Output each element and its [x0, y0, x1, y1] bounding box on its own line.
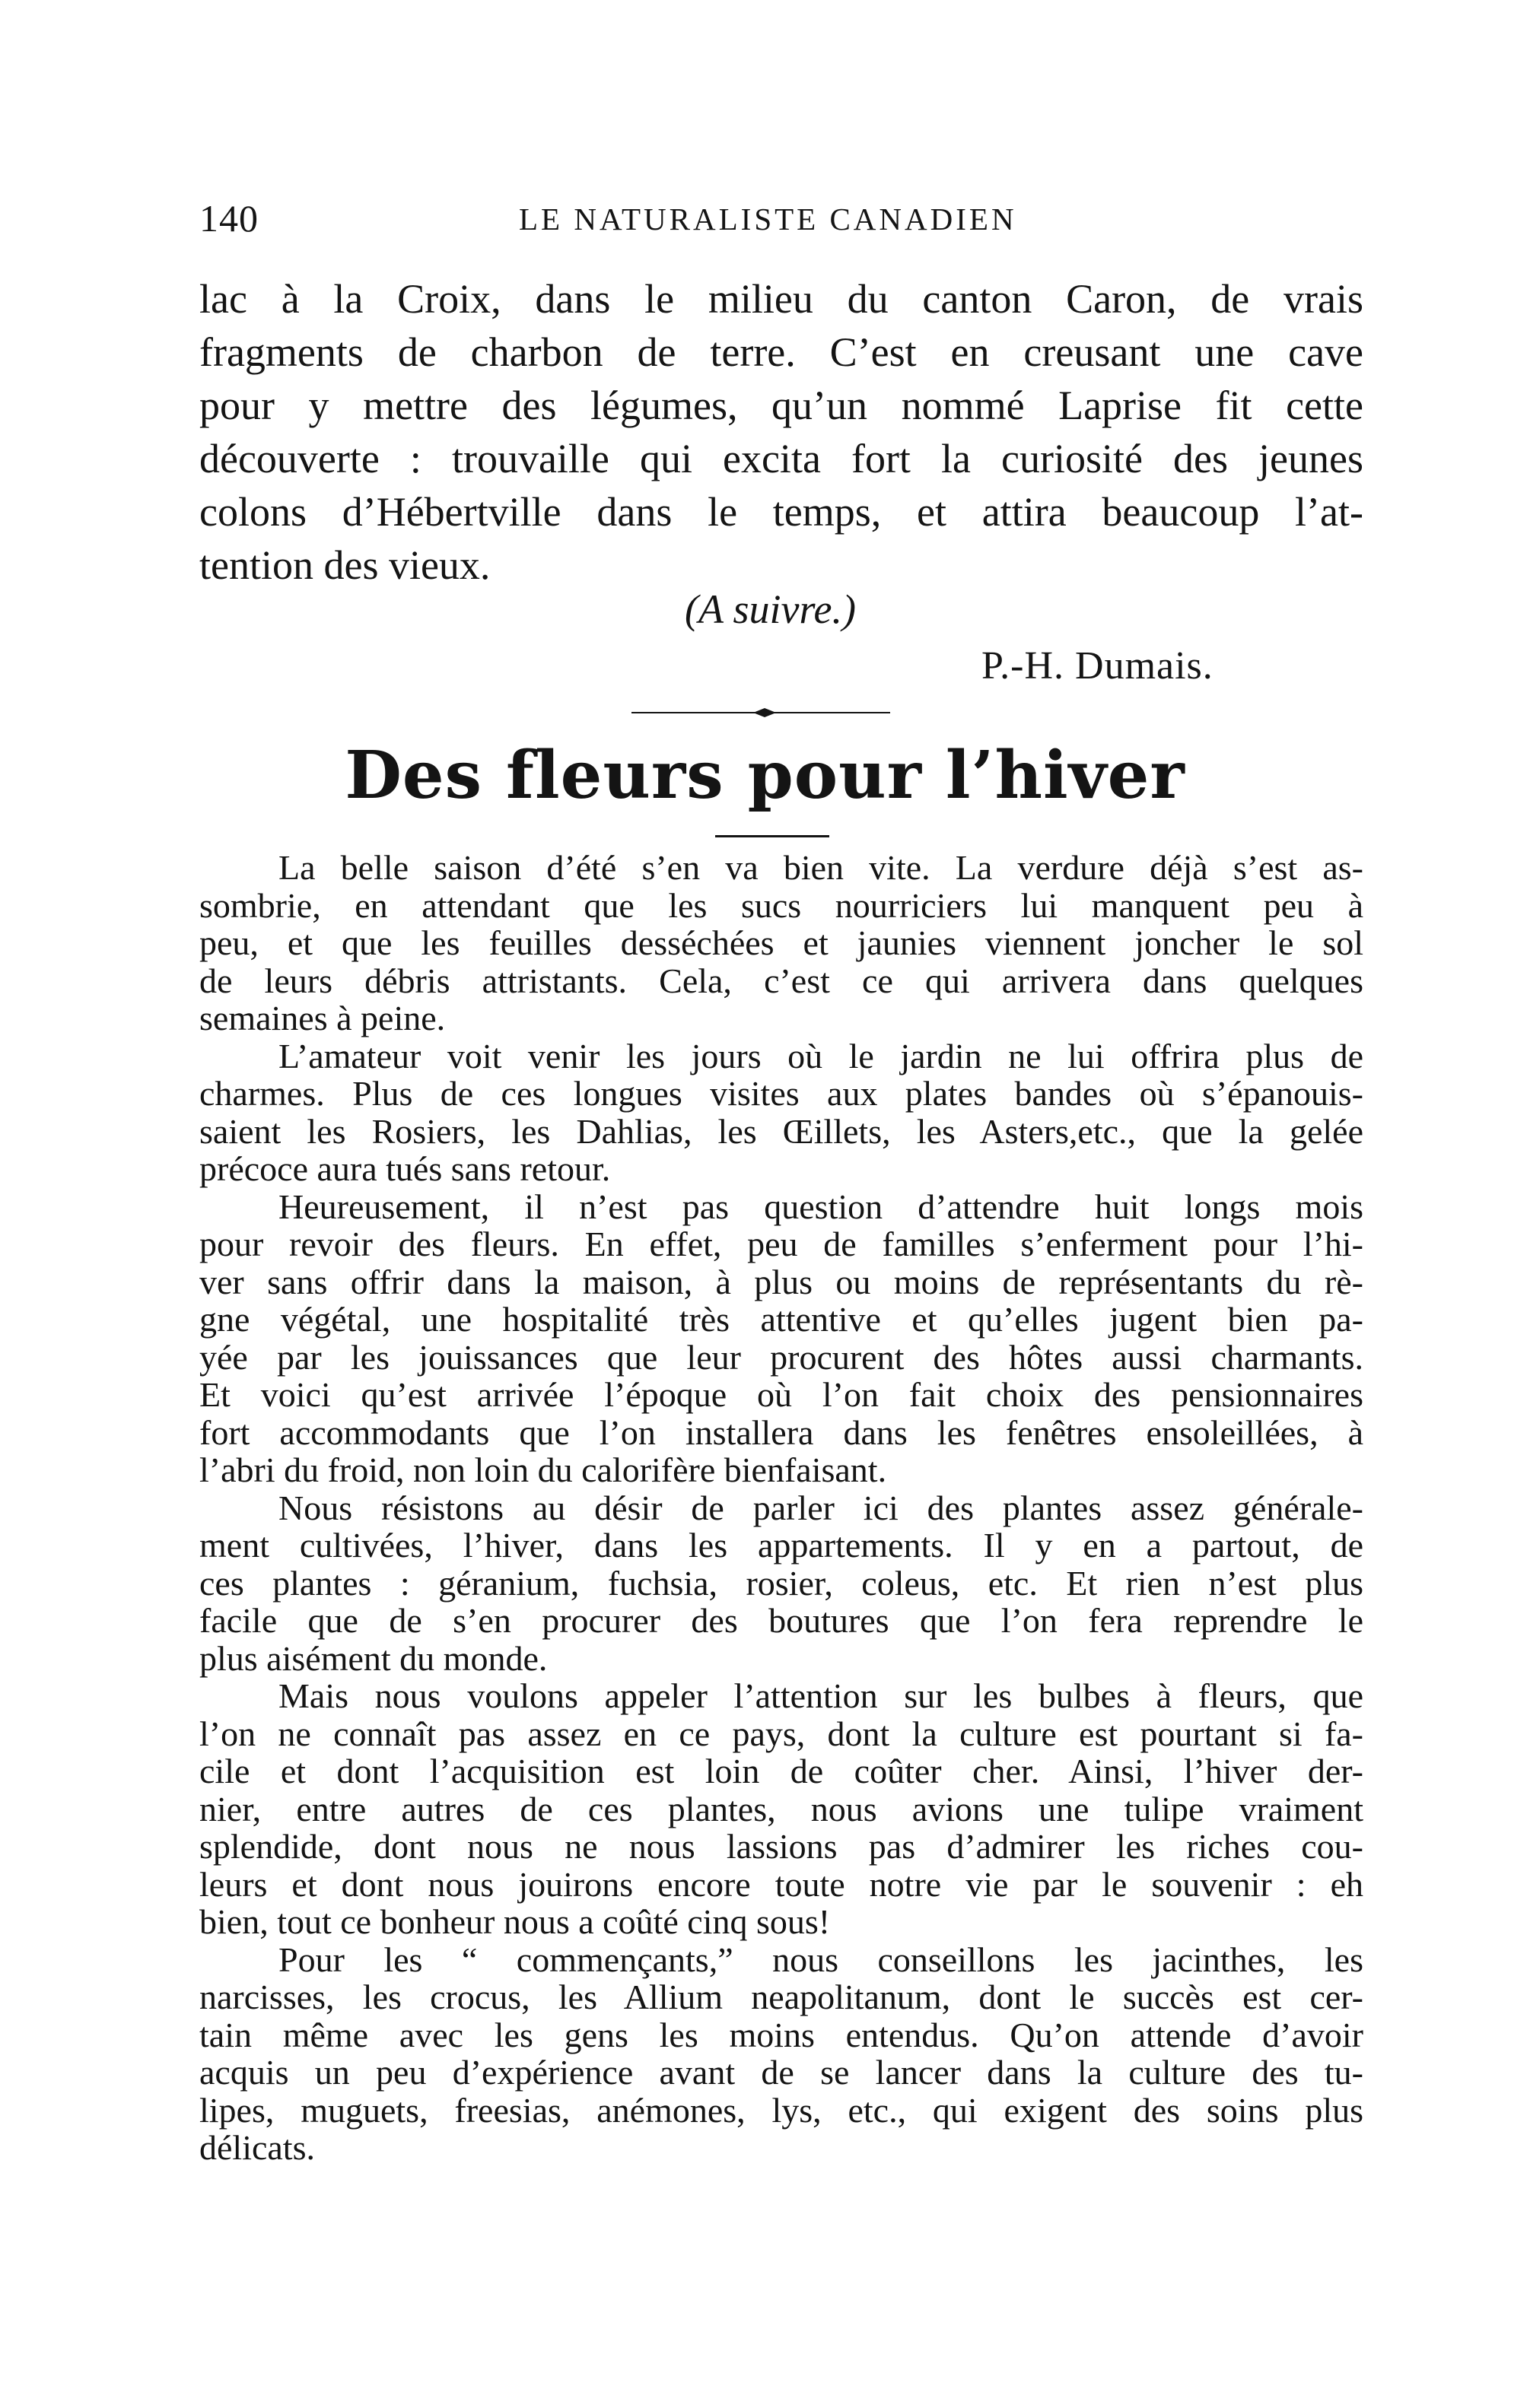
text-line: sombrie, en attendant que les sucs nourriciers lui manquent peu à [199, 885, 1363, 925]
text-line: semaines à peine. [199, 999, 446, 1037]
text-line: saient les Rosiers, les Dahlias, les Œillets, les Asters,etc., que la gelée [199, 1111, 1363, 1151]
text-line: tention des vieux. [199, 542, 491, 588]
text-line: l’abri du froid, non loin du calorifère bienfaisant. [199, 1450, 887, 1489]
text-line: Mais nous voulons appeler l’attention sur les bulbes à fleurs, que [278, 1676, 1363, 1715]
text-line: bien, tout ce bonheur nous a coûté cinq sous! [199, 1902, 831, 1941]
text-line: l’on ne connaît pas assez en ce pays, dont la culture est pourtant si fa- [199, 1714, 1363, 1753]
text-line: Pour les “ commençants,” nous conseillons les jacinthes, les [278, 1939, 1363, 1979]
text-line: facile que de s’en procurer des boutures que l’on fera reprendre le [199, 1601, 1363, 1640]
text-line: colons d’Hébertville dans le temps, et attira beaucoup l’at- [199, 489, 1363, 535]
text-line: pour y mettre des légumes, qu’un nommé Laprise fit cette [199, 383, 1363, 428]
text-line: de leurs débris attristants. Cela, c’est ce qui arrivera dans quelques [199, 961, 1363, 1000]
text-line: ces plantes : géranium, fuchsia, rosier, coleus, etc. Et rien n’est plus [199, 1563, 1363, 1603]
running-head: LE NATURALISTE CANADIEN [519, 202, 1017, 237]
text-line: gne végétal, une hospitalité très attentive et qu’elles jugent bien pa- [199, 1300, 1363, 1339]
text-line: La belle saison d’été s’en va bien vite. La verdure déjà s’est as- [278, 848, 1363, 887]
text-line: nier, entre autres de ces plantes, nous avions une tulipe vraiment [199, 1789, 1363, 1828]
text-line: acquis un peu d’expérience avant de se lancer dans la culture des tu- [199, 2053, 1363, 2092]
text-line: ment cultivées, l’hiver, dans les appartements. Il y en a partout, de [199, 1526, 1363, 1565]
text-line: Nous résistons au désir de parler ici des plantes assez générale- [278, 1488, 1363, 1527]
section-divider [631, 709, 890, 716]
text-line: découverte : trouvaille qui excita fort la curiosité des jeunes [199, 436, 1363, 481]
text-line: pour revoir des fleurs. En effet, peu de familles s’enferment pour l’hi- [199, 1225, 1363, 1263]
text-line: lac à la Croix, dans le milieu du canton Caron, de vrais [199, 276, 1363, 322]
previous-article-ending [199, 272, 1363, 592]
text-line: lipes, muguets, freesias, anémones, lys, etc., qui exigent des soins plus [199, 2090, 1363, 2130]
text-line: splendide, dont nous ne nous lassions pas d’admirer les riches cou- [199, 1827, 1363, 1866]
text-line: Heureusement, il n’est pas question d’attendre huit longs mois [278, 1187, 1363, 1226]
text-line: fort accommodants que l’on installera dans les fenêtres ensoleillées, à [199, 1412, 1363, 1452]
text-line: narcisses, les crocus, les Allium neapolitanum, dont le succès est cer- [199, 1978, 1363, 2016]
page-number: 140 [199, 197, 259, 240]
text-line: cile et dont l’acquisition est loin de coûter cher. Ainsi, l’hiver der- [199, 1752, 1363, 1790]
text-line: peu, et que les feuilles desséchées et jaunies viennent joncher le sol [199, 923, 1363, 962]
article-body [199, 849, 1363, 2167]
author-signature: P.-H. Dumais. [981, 644, 1214, 688]
text-line: précoce aura tués sans retour. [199, 1149, 611, 1188]
text-line: leurs et dont nous jouirons encore toute notre vie par le souvenir : eh [199, 1864, 1363, 1904]
continuation-note: (A suivre.) [685, 586, 856, 632]
text-line: délicats. [199, 2128, 315, 2167]
diamond-ornament-icon [753, 708, 776, 717]
article-title: Des fleurs pour l’hiver [345, 737, 1185, 814]
text-line: L’amateur voit venir les jours où le jardin ne lui offrira plus de [278, 1036, 1363, 1075]
text-line: fragments de charbon de terre. C’est en creusant une cave [199, 329, 1363, 375]
page-header [199, 196, 1363, 242]
text-line: plus aisément du monde. [199, 1638, 548, 1678]
text-line: yée par les jouissances que leur procurent des hôtes aussi charmants. [199, 1337, 1363, 1377]
text-line: charmes. Plus de ces longues visites aux plates bandes où s’épanouis- [199, 1074, 1363, 1113]
text-line: ver sans offrir dans la maison, à plus ou moins de représentants du rè- [199, 1262, 1363, 1301]
text-line: tain même avec les gens les moins entendus. Qu’on attende d’avoir [199, 2015, 1363, 2054]
text-line: Et voici qu’est arrivée l’époque où l’on fait choix des pensionnaires [199, 1375, 1363, 1414]
title-underline [715, 835, 829, 837]
